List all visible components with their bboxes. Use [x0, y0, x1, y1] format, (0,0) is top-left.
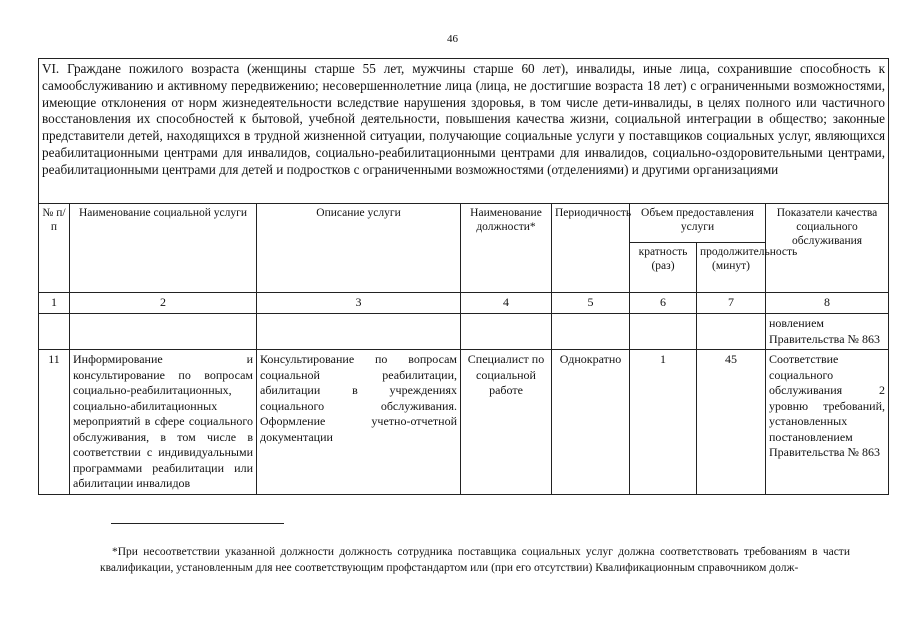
header-volume: Объем предоставления услуги: [630, 204, 766, 243]
footnote-divider: [111, 523, 284, 524]
header-description: Описание услуги: [257, 204, 461, 293]
header-frequency: кратность (раз): [630, 243, 697, 293]
services-table: [38, 58, 889, 495]
column-number: 7: [697, 293, 766, 314]
header-position: Наименование должности*: [461, 204, 552, 293]
page-number: 46: [447, 33, 458, 45]
header-row: [39, 204, 889, 243]
header-name: Наименование социальной услуги: [70, 204, 257, 293]
continuation-row: [39, 314, 889, 350]
header-num: № п/п: [39, 204, 70, 293]
header-duration: продолжительность (минут): [697, 243, 766, 293]
column-number: 6: [630, 293, 697, 314]
header-quality: Показатели качества социального обслуживания: [766, 204, 889, 293]
row-periodicity: Однократно: [552, 350, 630, 495]
row-service-name: Информирование и консультирование по вопросам социально-реабилитационных, социально-абилитационных мероприятий в сфере социального обслуживания, в том числе в соответствии с индивидуальными программами реабилитации или абилитации инвалидов: [70, 350, 257, 495]
continuation-cell: новлением Правительства № 863: [766, 314, 889, 350]
row-description: Консультирование по вопросам социальной реабилитации, абилитации в учреждениях социального обслуживания. Оформление учетно-отчетной документации: [257, 350, 461, 495]
column-number: 2: [70, 293, 257, 314]
row-duration: 45: [697, 350, 766, 495]
footnote: *При несоответствии указанной должности должность сотрудника поставщика социальных услуг должна соответствовать требованиям в части квалификации, установленным для нее соответствующим профстандартом или (при его отсутствии) Квалификационным справочником долж-: [100, 546, 850, 574]
row-position: Специалист по социальной работе: [461, 350, 552, 495]
row-num: 11: [39, 350, 70, 495]
column-number: 5: [552, 293, 630, 314]
section-heading-row: [39, 59, 889, 204]
column-number: 4: [461, 293, 552, 314]
section-heading: VI. Граждане пожилого возраста (женщины старше 55 лет, мужчины старше 60 лет), инвалиды, иные лица, сохранившие способность к самообслуживанию и активному передвижению; несовершеннолетние лица (лица, не достигшие возраста 18 лет) с ограниченными возможностями, имеющие отклонения от норм жизнедеятельности вследствие нарушения здоровья, в том числе дети-инвалиды, в целях полного или частичного восстановления их способностей к бытовой, учебной деятельности, повышения качества жизни, социальной интеграции в общество; законные представители детей, находящихся в трудной жизненной ситуации, получающие социальные услуги у поставщиков социальных услуг, являющихся реабилитационными центрами для инвалидов, социально-реабилитационными центрами для инвалидов, социально-оздоровительными центрами, реабилитационными центрами для детей и подростков с ограниченными возможностями (отделениями) и другими организациями: [39, 59, 889, 204]
column-number: 1: [39, 293, 70, 314]
row-frequency: 1: [630, 350, 697, 495]
table-row: [39, 350, 889, 495]
header-periodicity: Периодичность: [552, 204, 630, 293]
column-number: 8: [766, 293, 889, 314]
column-numbers-row: [39, 293, 889, 314]
column-number: 3: [257, 293, 461, 314]
row-quality: Соответствие социального обслуживания 2 уровню требований, установленных постановлением Правительства № 863: [766, 350, 889, 495]
